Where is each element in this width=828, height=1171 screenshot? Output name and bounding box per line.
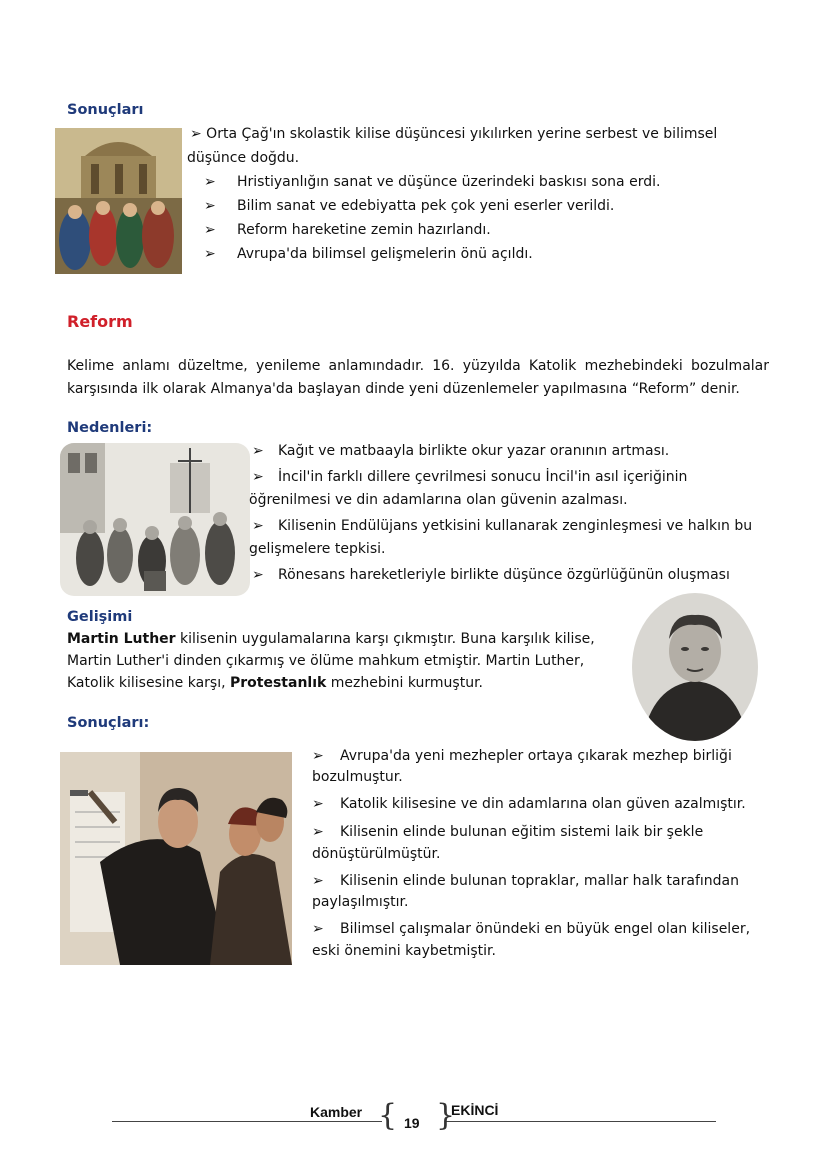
result2-bullet-5-cont: eski önemini kaybetmiştir. [312,943,496,959]
section-heading-nedenleri: Nedenleri: [67,420,153,436]
section-heading-gelisimi: Gelişimi [67,609,133,625]
martin-luther-name: Martin Luther [67,631,176,647]
arrow-bullet-icon: ➢ [312,824,324,840]
cause-bullet-3-cont: gelişmelere tepkisi. [249,541,386,557]
result-bullet-3: ➢ Reform hareketine zemin hazırlandı. [204,219,491,242]
reform-definition: Kelime anlamı düzeltme, yenileme anlamındadır. 16. yüzyılda Katolik mezhebindeki bozulmalar karşısında ilk olarak Almanya'da başlayan dinde yeni düzenlemeler yapılmasına “Reform” denir. [67,358,769,397]
cause-bullet-2: ➢ İncil'in farklı dillere çevrilmesi sonucu İncil'in asıl içeriğinin [252,466,769,489]
result-bullet-4: ➢ Avrupa'da bilimsel gelişmelerin önü açıldı. [204,243,533,266]
footer-right-brace: } [436,1098,456,1133]
page-number: 19 [404,1115,420,1131]
footer-author-first: Kamber [310,1104,363,1120]
cause-bullet-2-cont: öğrenilmesi ve din adamlarına olan güvenin azalması. [249,492,628,508]
arrow-bullet-icon: ➢ [252,469,264,485]
result2-bullet-3-cont: dönüştürülmüştür. [312,846,441,862]
arrow-bullet-icon: ➢ [252,443,264,459]
footer-author-last: EKİNCİ [451,1102,499,1118]
result-bullet-2: ➢ Bilim sanat ve edebiyatta pek çok yeni eserler verildi. [204,195,614,218]
section-heading-reform: Reform [67,312,133,331]
development-line-3: Katolik kilisesine karşı, Protestanlık mezhebini kurmuştur. [67,675,484,691]
section-heading-sonuclari: Sonuçları [67,102,144,118]
arrow-bullet-icon: ➢ [252,518,264,534]
indulgence-engraving-image [60,443,250,596]
arrow-bullet-icon: ➢ [204,174,216,190]
result2-bullet-1-cont: bozulmuştur. [312,769,403,785]
result-bullet-1: ➢ Hristiyanlığın sanat ve düşünce üzerindeki baskısı sona erdi. [204,171,660,194]
result2-bullet-1: ➢ Avrupa'da yeni mezhepler ortaya çıkarak mezhep birliği [312,745,769,768]
cause-bullet-4: ➢ Rönesans hareketleriyle birlikte düşünce özgürlüğünün oluşması [252,564,730,587]
result2-bullet-3: ➢ Kilisenin elinde bulunan eğitim sistemi laik bir şekle [312,821,769,844]
luther-nailing-theses-image [60,752,292,965]
result2-bullet-2: ➢ Katolik kilisesine ve din adamlarına olan güven azalmıştır. [312,793,746,816]
arrow-bullet-icon: ➢ [204,222,216,238]
protestantism-term: Protestanlık [230,675,327,691]
arrow-bullet-icon: ➢ [312,921,324,937]
footer-rule-left [112,1121,382,1122]
arrow-bullet-icon: ➢ [312,748,324,764]
result-first-line: ➢ Orta Çağ'ın skolastik kilise düşüncesi yıkılırken yerine serbest ve bilimsel [190,126,718,142]
arrow-bullet-icon: ➢ [204,246,216,262]
footer-left-brace: { [378,1098,398,1133]
arrow-bullet-icon: ➢ [204,198,216,214]
development-line-1: Martin Luther kilisenin uygulamalarına karşı çıkmıştır. Buna karşılık kilise, [67,631,595,647]
cause-bullet-1: ➢ Kağıt ve matbaayla birlikte okur yazar oranının artması. [252,440,669,463]
footer-rule-right [446,1121,716,1122]
renaissance-painting-image [55,128,182,274]
section-heading-sonuclari-2: Sonuçları: [67,715,150,731]
result2-bullet-5: ➢ Bilimsel çalışmalar önündeki en büyük engel olan kiliseler, [312,918,769,941]
arrow-bullet-icon: ➢ [312,796,324,812]
arrow-bullet-icon: ➢ [252,567,264,583]
martin-luther-portrait-image [632,593,758,741]
result2-bullet-4-cont: paylaşılmıştır. [312,894,409,910]
development-line-2: Martin Luther'i dinden çıkarmış ve ölüme mahkum etmiştir. Martin Luther, [67,653,585,669]
result-first-line-cont: düşünce doğdu. [187,150,300,166]
cause-bullet-3: ➢ Kilisenin Endülüjans yetkisini kullanarak zenginleşmesi ve halkın bu [252,515,769,538]
result2-bullet-4: ➢ Kilisenin elinde bulunan topraklar, mallar halk tarafından [312,870,769,893]
arrow-bullet-icon: ➢ [312,873,324,889]
